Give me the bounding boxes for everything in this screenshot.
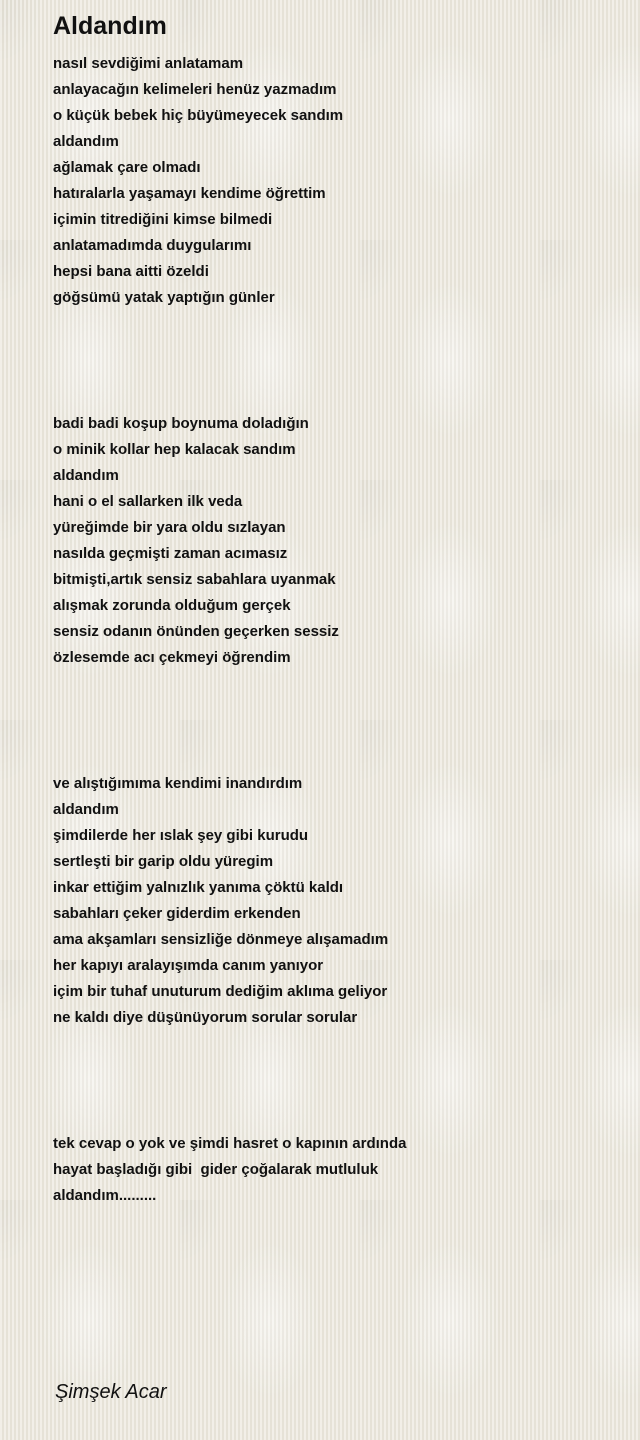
poem-line: hatıralarla yaşamayı kendime öğrettim <box>53 185 326 202</box>
poem-line: tek cevap o yok ve şimdi hasret o kapının ardında <box>53 1135 407 1152</box>
poem-line: anlatamadımda duygularımı <box>53 237 252 254</box>
poem-line: nasıl sevdiğimi anlatamam <box>53 55 244 72</box>
poem-line: hayat başladığı gibi gider çoğalarak mutluluk <box>53 1161 379 1178</box>
poem-line: sensiz odanın önünden geçerken sessiz <box>53 623 339 640</box>
poem-line: inkar ettiğim yalnızlık yanıma çöktü kaldı <box>53 879 344 896</box>
poem-line: o minik kollar hep kalacak sandım <box>53 441 296 458</box>
poem-line: sertleşti bir garip oldu yüregim <box>53 853 274 870</box>
poem-line: bitmişti,artık sensiz sabahlara uyanmak <box>53 571 336 588</box>
poem-line: ve alıştığımıma kendimi inandırdım <box>53 775 303 792</box>
poem-line: şimdilerde her ıslak şey gibi kurudu <box>53 827 309 844</box>
poem-line: ama akşamları sensizliğe dönmeye alışamadım <box>53 931 389 948</box>
poem-line: sabahları çeker giderdim erkenden <box>53 905 301 922</box>
poem-line: o küçük bebek hiç büyümeyecek sandım <box>53 107 344 124</box>
stanza-4 <box>53 1131 406 1209</box>
poem-line: badi badi koşup boynuma doladığın <box>53 415 309 432</box>
poem-line: ağlamak çare olmadı <box>53 159 201 176</box>
poem-line: aldandım......... <box>53 1187 157 1204</box>
poem-line: içim bir tuhaf unuturum dediğim aklıma geliyor <box>53 983 388 1000</box>
poem-title: Aldandım <box>53 12 167 40</box>
poem-line: içimin titrediğini kimse bilmedi <box>53 211 273 228</box>
poem-line: alışmak zorunda olduğum gerçek <box>53 597 291 614</box>
stanza-3 <box>53 771 388 1031</box>
poem-line: hepsi bana aitti özeldi <box>53 263 209 280</box>
author-name: Şimşek Acar <box>55 1381 167 1403</box>
poem-line: aldandım <box>53 133 119 150</box>
poem-line: anlayacağın kelimeleri henüz yazmadım <box>53 81 337 98</box>
poem-line: özlesemde acı çekmeyi öğrendim <box>53 649 291 666</box>
poem-line: nasılda geçmişti zaman acımasız <box>53 545 288 562</box>
stanza-1 <box>53 51 343 311</box>
poem-line: yüreğimde bir yara oldu sızlayan <box>53 519 286 536</box>
poem-line: hani o el sallarken ilk veda <box>53 493 243 510</box>
poem-line: aldandım <box>53 467 119 484</box>
poem-line: ne kaldı diye düşünüyorum sorular sorular <box>53 1009 358 1026</box>
poem-line: göğsümü yatak yaptığın günler <box>53 289 275 306</box>
poem-line: her kapıyı aralayışımda canım yanıyor <box>53 957 324 974</box>
stanza-2 <box>53 411 339 671</box>
poem-line: aldandım <box>53 801 119 818</box>
